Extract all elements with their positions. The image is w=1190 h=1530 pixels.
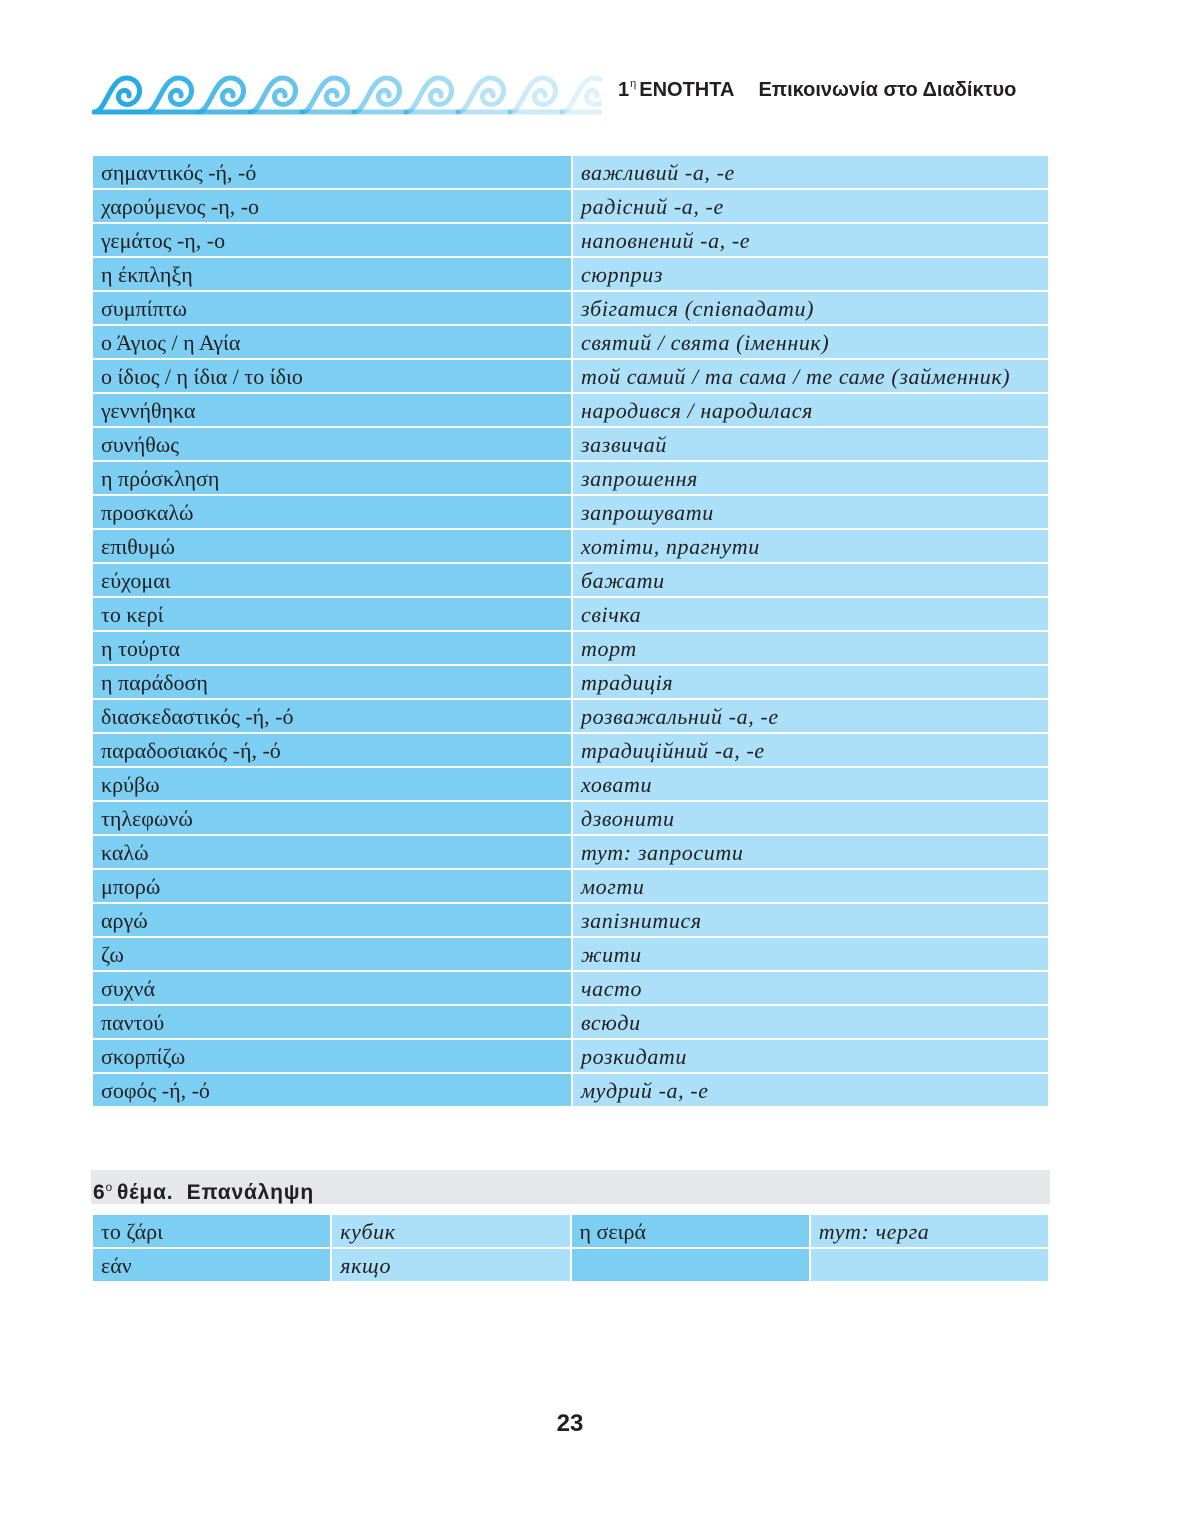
table-row — [92, 1039, 1049, 1073]
table-row — [92, 631, 1049, 665]
greek-term: κρύβω — [92, 767, 572, 801]
table-row — [92, 155, 1049, 189]
greek-term: προσκαλώ — [92, 495, 572, 529]
table-row — [92, 325, 1049, 359]
wave-segment — [198, 78, 244, 112]
wave-segment — [302, 78, 348, 112]
table-row — [92, 971, 1049, 1005]
greek-term: παραδοσιακός -ή, -ό — [92, 733, 572, 767]
table-row — [92, 359, 1049, 393]
unit-heading — [618, 78, 1016, 102]
table-row — [92, 903, 1049, 937]
wave-segment — [510, 78, 556, 112]
ukrainian-translation: сюрприз — [572, 257, 1049, 291]
greek-term: μπορώ — [92, 869, 572, 903]
ukrainian-translation: дзвонити — [572, 801, 1049, 835]
wave-segment — [354, 78, 400, 112]
ukrainian-translation: ховати — [572, 767, 1049, 801]
greek-term: γεμάτος -η, -ο — [92, 223, 572, 257]
greek-term: η έκπληξη — [92, 257, 572, 291]
greek-term: γεννήθηκα — [92, 393, 572, 427]
greek-term: παντού — [92, 1005, 572, 1039]
ukrainian-translation: той самий / та сама / те саме (займенник) — [572, 359, 1049, 393]
unit-word: ΕΝΟΤΗΤΑ — [639, 79, 735, 101]
ukrainian-translation: святий / свята (іменник) — [572, 325, 1049, 359]
ukrainian-translation: важливий -а, -е — [572, 155, 1049, 189]
table-row — [92, 665, 1049, 699]
table-row — [92, 835, 1049, 869]
ukrainian-translation: радісний -а, -е — [572, 189, 1049, 223]
wave-segment — [146, 78, 192, 112]
table-row — [92, 223, 1049, 257]
ukrainian-translation: жити — [572, 937, 1049, 971]
table-row — [92, 257, 1049, 291]
section-label: θέμα. — [116, 1181, 174, 1204]
table-row — [92, 291, 1049, 325]
greek-term: σημαντικός -ή, -ό — [92, 155, 572, 189]
table-row — [92, 733, 1049, 767]
wave-segment — [458, 78, 504, 112]
ukrainian-translation: могти — [572, 869, 1049, 903]
greek-term: εύχομαι — [92, 563, 572, 597]
table-row — [92, 767, 1049, 801]
ukrainian-translation: традиційний -а, -е — [572, 733, 1049, 767]
ukrainian-translation: наповнений -а, -е — [572, 223, 1049, 257]
table-row — [92, 597, 1049, 631]
table-row — [92, 869, 1049, 903]
greek-term: επιθυμώ — [92, 529, 572, 563]
greek-term: το κερί — [92, 597, 572, 631]
greek-term: η τούρτα — [92, 631, 572, 665]
vocabulary-table — [91, 154, 1050, 1108]
greek-term — [571, 1248, 810, 1282]
greek-term: ο ίδιος / η ίδια / το ίδιο — [92, 359, 572, 393]
ukrainian-translation: запізнитися — [572, 903, 1049, 937]
ukrainian-translation: народився / народилася — [572, 393, 1049, 427]
greek-term: ο Άγιος / η Αγία — [92, 325, 572, 359]
page-number: 23 — [556, 1410, 584, 1437]
table-row — [92, 427, 1049, 461]
greek-term: σοφός -ή, -ό — [92, 1073, 572, 1107]
wave-segment — [406, 78, 452, 112]
greek-term: τηλεφωνώ — [92, 801, 572, 835]
greek-term: η πρόσκληση — [92, 461, 572, 495]
unit-number-sup: η — [630, 78, 637, 90]
greek-term: συμπίπτω — [92, 291, 572, 325]
ukrainian-translation: запрошення — [572, 461, 1049, 495]
table-row — [92, 937, 1049, 971]
page-header — [92, 72, 1050, 118]
greek-term: ζω — [92, 937, 572, 971]
vocabulary-table-body — [92, 155, 1049, 1107]
ukrainian-translation — [810, 1248, 1049, 1282]
ukrainian-translation: запрошувати — [572, 495, 1049, 529]
wave-segment — [562, 78, 602, 112]
ukrainian-translation: традиція — [572, 665, 1049, 699]
greek-term: συχνά — [92, 971, 572, 1005]
ukrainian-translation: свічка — [572, 597, 1049, 631]
section-heading — [91, 1170, 1050, 1204]
wave-segment — [94, 78, 140, 112]
table-row — [92, 1248, 1049, 1282]
greek-term: η σειρά — [571, 1214, 810, 1248]
table-row — [92, 1073, 1049, 1107]
greek-term: χαρούμενος -η, -ο — [92, 189, 572, 223]
greek-term: καλώ — [92, 835, 572, 869]
wave-segment — [250, 78, 296, 112]
section-number: 6 — [93, 1181, 106, 1204]
wave-ornament-icon — [92, 72, 602, 118]
greek-term: συνήθως — [92, 427, 572, 461]
ukrainian-translation: часто — [572, 971, 1049, 1005]
ukrainian-translation: зазвичай — [572, 427, 1049, 461]
review-table-body — [92, 1214, 1049, 1282]
ukrainian-translation: розкидати — [572, 1039, 1049, 1073]
ukrainian-translation: розважальний -а, -е — [572, 699, 1049, 733]
section-number-sup: ο — [105, 1180, 113, 1194]
greek-term: η παράδοση — [92, 665, 572, 699]
ukrainian-translation: кубик — [331, 1214, 570, 1248]
greek-term: αργώ — [92, 903, 572, 937]
greek-term: το ζάρι — [92, 1214, 331, 1248]
ukrainian-translation: тут: черга — [810, 1214, 1049, 1248]
ukrainian-translation: мудрий -а, -е — [572, 1073, 1049, 1107]
table-row — [92, 529, 1049, 563]
greek-term: σκορπίζω — [92, 1039, 572, 1073]
greek-term: εάν — [92, 1248, 331, 1282]
table-row — [92, 189, 1049, 223]
ukrainian-translation: торт — [572, 631, 1049, 665]
table-row — [92, 495, 1049, 529]
table-row — [92, 461, 1049, 495]
unit-number: 1 — [618, 79, 630, 101]
table-row — [92, 563, 1049, 597]
table-row — [92, 801, 1049, 835]
ukrainian-translation: тут: запросити — [572, 835, 1049, 869]
ukrainian-translation: хотіти, прагнути — [572, 529, 1049, 563]
table-row — [92, 393, 1049, 427]
ukrainian-translation: бажати — [572, 563, 1049, 597]
unit-title: Επικοινωνία στο Διαδίκτυο — [758, 79, 1017, 101]
table-row — [92, 699, 1049, 733]
ukrainian-translation: всюди — [572, 1005, 1049, 1039]
ukrainian-translation: якщо — [331, 1248, 570, 1282]
section-title: Επανάληψη — [186, 1181, 315, 1204]
review-table — [91, 1213, 1050, 1283]
table-row — [92, 1005, 1049, 1039]
table-row — [92, 1214, 1049, 1248]
ukrainian-translation: збігатися (співпадати) — [572, 291, 1049, 325]
greek-term: διασκεδαστικός -ή, -ό — [92, 699, 572, 733]
